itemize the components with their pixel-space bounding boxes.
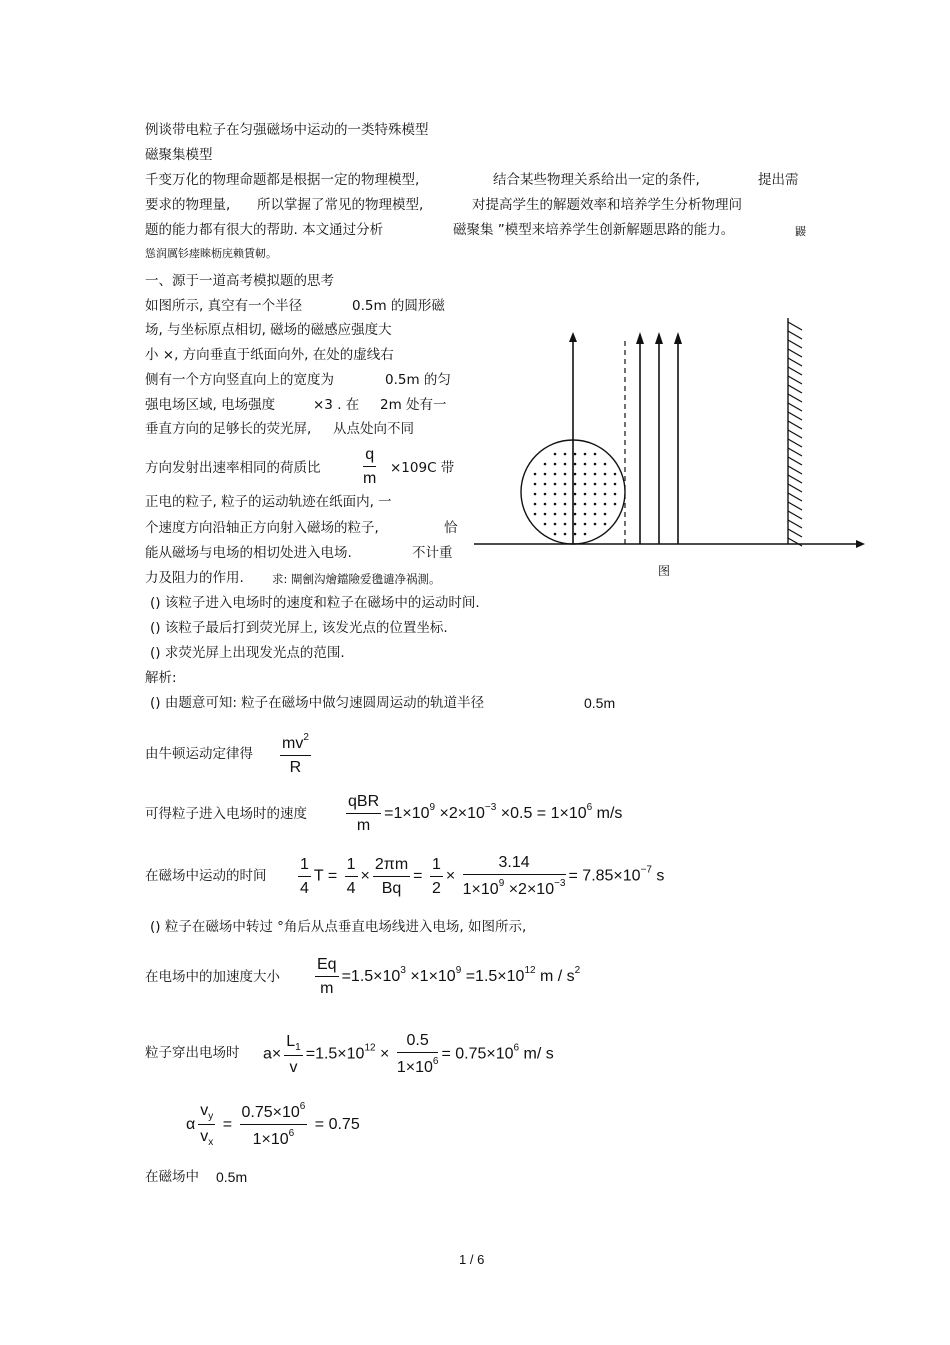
speed-formula: $\frac{\text{qBR}}{m}$ $=1\times 10^9 \times 2\times 10^{-3} \times 0.5 = 1\times 10^6$ m/s bbox=[348, 793, 623, 834]
field-dot bbox=[574, 503, 577, 506]
field-dot bbox=[564, 463, 567, 466]
field-dot bbox=[594, 483, 597, 486]
problem-line: 0.5m 的匀 bbox=[385, 372, 451, 388]
problem-line: 恰 bbox=[444, 520, 458, 536]
field-dot bbox=[614, 473, 617, 476]
question-1: () 该粒子进入电场时的速度和粒子在磁场中的运动时间. bbox=[150, 595, 480, 611]
field-dot bbox=[584, 523, 587, 526]
field-dot bbox=[574, 453, 577, 456]
field-dot bbox=[584, 533, 587, 536]
problem-line: ×109C 带 bbox=[390, 460, 455, 476]
exit-formula: a× $\frac{L_1}{v}$ $=1.5\times 10^{12}$ × $\frac{0.5}{1\times 10^6}$ = $0.75\times 10^6$ m/ s bbox=[263, 1032, 554, 1076]
problem-line: 方向发射出速率相同的荷质比 bbox=[145, 460, 321, 476]
hatch-line bbox=[788, 439, 802, 447]
field-dot bbox=[574, 493, 577, 496]
field-dot bbox=[604, 463, 607, 466]
field-dot bbox=[614, 483, 617, 486]
problem-line: 垂直方向的足够长的荧光屏, bbox=[145, 421, 312, 437]
field-dot bbox=[604, 523, 607, 526]
field-dot bbox=[564, 513, 567, 516]
screen-hatching bbox=[788, 322, 802, 546]
document-subtitle: 磁聚集模型 bbox=[145, 147, 213, 163]
document-title: 例谈带电粒子在匀强磁场中运动的一类特殊模型 bbox=[145, 122, 429, 138]
field-dot bbox=[614, 493, 617, 496]
hatch-line bbox=[788, 502, 802, 510]
field-dot bbox=[584, 483, 587, 486]
field-dot bbox=[564, 503, 567, 506]
problem-line: ×3 . 在 bbox=[313, 397, 360, 413]
field-dot bbox=[554, 483, 557, 486]
field-dot bbox=[554, 463, 557, 466]
hatch-line bbox=[788, 484, 802, 492]
accel-label: 在电场中的加速度大小 bbox=[145, 969, 280, 985]
hatch-line bbox=[788, 358, 802, 366]
hatch-line bbox=[788, 403, 802, 411]
time-formula: $\frac{1}{4}$ T = $\frac{1}{4}$ × $\frac{2\pi m}{Bq}$ = $\frac{1}{2}$ × $\frac{3.14}{1\times 10^9 \times 2\times 10^{-3}}$ = $7.85\times 10^{-7}$ s bbox=[300, 854, 665, 898]
problem-line: 场, 与坐标原点相切, 磁场的磁感应强度大 bbox=[145, 322, 392, 338]
intro-line-2a: 要求的物理量, bbox=[145, 197, 231, 213]
figure-caption: 图 bbox=[658, 564, 671, 578]
field-dot bbox=[614, 503, 617, 506]
hatch-line bbox=[788, 412, 802, 420]
intro-line-4: 慫润厲钐瘗睞枥庑赖賃軔。 bbox=[145, 247, 277, 260]
solution-p2: () 粒子在磁场中转过 °角后从点垂直电场线进入电场, 如图所示, bbox=[150, 919, 527, 935]
field-dot bbox=[554, 473, 557, 476]
solution-p1-value: 0.5m bbox=[584, 695, 616, 711]
hatch-line bbox=[788, 466, 802, 474]
problem-line: 不计重 bbox=[412, 545, 453, 561]
field-dot bbox=[544, 463, 547, 466]
field-dot bbox=[594, 473, 597, 476]
field-dot bbox=[594, 503, 597, 506]
problem-line: 能从磁场与电场的相切处进入电场. bbox=[145, 545, 352, 561]
hatch-line bbox=[788, 394, 802, 402]
hatch-line bbox=[788, 349, 802, 357]
field-dot bbox=[584, 453, 587, 456]
exit-label: 粒子穿出电场时 bbox=[145, 1045, 240, 1061]
field-dot bbox=[604, 503, 607, 506]
field-dot bbox=[574, 463, 577, 466]
field-dot bbox=[564, 523, 567, 526]
field-dot bbox=[584, 493, 587, 496]
hatch-line bbox=[788, 385, 802, 393]
hatch-line bbox=[788, 493, 802, 501]
charge-ratio-fraction: $\frac{q}{m}$ bbox=[363, 446, 377, 487]
field-dot bbox=[574, 473, 577, 476]
problem-line: 力及阻力的作用. bbox=[145, 570, 244, 586]
hatch-line bbox=[788, 376, 802, 384]
hatch-line bbox=[788, 421, 802, 429]
problem-line: 正电的粒子, 粒子的运动轨迹在纸面内, 一 bbox=[145, 494, 392, 510]
problem-line: 求: 閘劊沟燴鐺險爱氇谴净祸測。 bbox=[272, 572, 441, 586]
field-dot bbox=[544, 473, 547, 476]
page-number: 1 / 6 bbox=[459, 1252, 485, 1267]
intro-line-1a: 千变万化的物理命题都是根据一定的物理模型, bbox=[145, 172, 420, 188]
problem-line: 0.5m 的圆形磁 bbox=[352, 298, 445, 314]
field-dot bbox=[594, 513, 597, 516]
intro-line-1b: 结合某些物理关系给出一定的条件, bbox=[493, 172, 700, 188]
solution-p1: () 由题意可知: 粒子在磁场中做匀速圆周运动的轨道半径 bbox=[150, 695, 485, 711]
problem-line: 如图所示, 真空有一个半径 bbox=[145, 298, 303, 314]
last-value: 0.5m bbox=[216, 1169, 248, 1185]
field-dot bbox=[574, 513, 577, 516]
field-dot bbox=[554, 533, 557, 536]
field-dot bbox=[574, 483, 577, 486]
problem-line: 强电场区域, 电场强度 bbox=[145, 397, 276, 413]
speed-label: 可得粒子进入电场时的速度 bbox=[145, 806, 307, 822]
time-label: 在磁场中运动的时间 bbox=[145, 868, 267, 884]
field-dot bbox=[534, 473, 537, 476]
field-dot bbox=[574, 533, 577, 536]
intro-line-3c: 鼹 bbox=[795, 225, 806, 238]
field-dot bbox=[544, 483, 547, 486]
field-dot bbox=[604, 513, 607, 516]
field-dot bbox=[584, 503, 587, 506]
hatch-line bbox=[788, 457, 802, 465]
last-label: 在磁场中 bbox=[145, 1169, 199, 1185]
field-dot bbox=[594, 493, 597, 496]
field-dot bbox=[534, 513, 537, 516]
hatch-line bbox=[788, 322, 802, 330]
problem-line: 小 ×, 方向垂直于纸面向外, 在处的虚线右 bbox=[145, 347, 394, 363]
newton-formula: $\frac{mv^2}{R}$ bbox=[282, 732, 309, 776]
x-axis-arrow-icon bbox=[856, 540, 865, 548]
field-dot bbox=[584, 513, 587, 516]
field-dot bbox=[574, 523, 577, 526]
hatch-line bbox=[788, 529, 802, 537]
field-dot bbox=[544, 513, 547, 516]
problem-line: 从点处向不同 bbox=[333, 421, 414, 437]
question-3: () 求荧光屏上出现发光点的范围. bbox=[150, 645, 345, 661]
hatch-line bbox=[788, 331, 802, 339]
intro-line-1c: 提出需 bbox=[758, 172, 799, 188]
intro-line-3b: 磁聚集 ”模型来培养学生创新解题思路的能力。 bbox=[453, 222, 735, 238]
field-dot bbox=[594, 523, 597, 526]
field-dot bbox=[534, 483, 537, 486]
field-dot bbox=[544, 523, 547, 526]
question-2: () 该粒子最后打到荧光屏上, 该发光点的位置坐标. bbox=[150, 620, 448, 636]
field-dot bbox=[554, 503, 557, 506]
tan-formula: α $\frac{v_y}{v_x}$ = $\frac{0.75\times 10^6}{1\times 10^6}$ = 0.75 bbox=[186, 1101, 360, 1148]
magnetic-field-dots bbox=[534, 453, 617, 536]
intro-line-2c: 对提高学生的解题效率和培养学生分析物理问 bbox=[472, 197, 742, 213]
newton-label: 由牛顿运动定律得 bbox=[145, 746, 253, 762]
problem-line: 侧有一个方向竖直向上的宽度为 bbox=[145, 372, 334, 388]
field-dot bbox=[554, 523, 557, 526]
hatch-line bbox=[788, 511, 802, 519]
field-arrow-icon bbox=[674, 332, 682, 344]
field-dot bbox=[564, 493, 567, 496]
hatch-line bbox=[788, 367, 802, 375]
field-dot bbox=[564, 483, 567, 486]
field-dot bbox=[584, 473, 587, 476]
intro-line-3a: 题的能力都有很大的帮助. 本文通过分析 bbox=[145, 222, 384, 238]
field-dot bbox=[544, 503, 547, 506]
field-dot bbox=[584, 463, 587, 466]
hatch-line bbox=[788, 520, 802, 528]
problem-line: 2m 处有一 bbox=[380, 397, 447, 413]
field-dot bbox=[554, 493, 557, 496]
field-dot bbox=[604, 483, 607, 486]
problem-line: 个速度方向沿轴正方向射入磁场的粒子, bbox=[145, 520, 379, 536]
hatch-line bbox=[788, 340, 802, 348]
field-arrow-icon bbox=[655, 332, 663, 344]
field-dot bbox=[594, 453, 597, 456]
field-dot bbox=[564, 473, 567, 476]
field-dot bbox=[554, 453, 557, 456]
hatch-line bbox=[788, 430, 802, 438]
hatch-line bbox=[788, 475, 802, 483]
field-dot bbox=[564, 533, 567, 536]
field-dot bbox=[604, 473, 607, 476]
y-axis-arrow-icon bbox=[569, 332, 577, 342]
hatch-line bbox=[788, 448, 802, 456]
field-dot bbox=[594, 463, 597, 466]
field-dot bbox=[554, 513, 557, 516]
field-dot bbox=[604, 493, 607, 496]
intro-line-2b: 所以掌握了常见的物理模型, bbox=[257, 197, 424, 213]
solution-label: 解析: bbox=[145, 670, 177, 686]
field-dot bbox=[534, 503, 537, 506]
field-dot bbox=[544, 493, 547, 496]
field-dot bbox=[564, 453, 567, 456]
physics-figure bbox=[470, 310, 870, 570]
section-heading: 一、源于一道高考模拟题的思考 bbox=[145, 273, 334, 289]
field-arrow-icon bbox=[636, 332, 644, 344]
accel-formula: $\frac{Eq}{m}$ $=1.5\times 10^3 \times 1\times 10^9 =1.5\times 10^{12}$ m / $s^2$ bbox=[317, 956, 581, 997]
field-dot bbox=[534, 493, 537, 496]
